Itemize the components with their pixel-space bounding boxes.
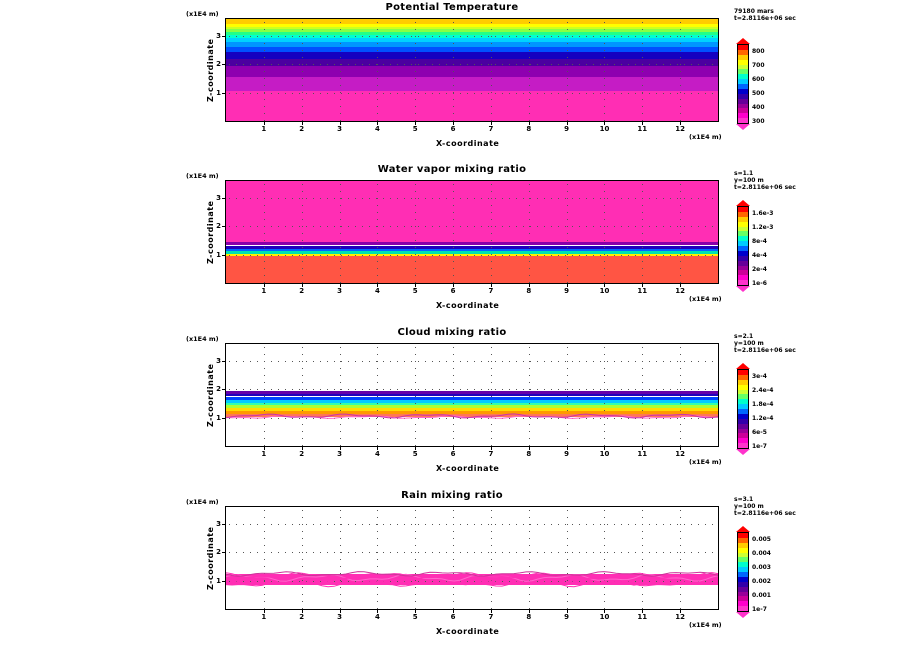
x-axis-tick: 3 — [337, 287, 342, 295]
x-axis-tick: 8 — [526, 287, 532, 295]
x-axis-tick: 5 — [412, 613, 418, 621]
colorbar — [737, 369, 749, 449]
chart-panel — [0, 325, 904, 487]
x-axis-tick: 1 — [261, 613, 267, 621]
x-axis-label: X-coordinate — [436, 139, 500, 148]
x-axis-tick: 5 — [412, 450, 418, 458]
panel-title: Water vapor mixing ratio — [377, 164, 527, 175]
x-tick-mark — [680, 122, 681, 125]
x-axis-tick: 10 — [599, 287, 610, 295]
colorbar-tick-label: 400 — [752, 104, 765, 111]
plot-area — [225, 506, 719, 610]
y-axis-tick: 3 — [216, 194, 221, 202]
y-axis-tick: 3 — [216, 357, 221, 365]
x-axis-tick: 6 — [450, 450, 456, 458]
colorbar-tick-label: 1.2e-3 — [752, 224, 774, 231]
contour-lines — [226, 507, 718, 610]
x-axis-tick: 2 — [299, 287, 305, 295]
x-axis-tick: 5 — [412, 125, 418, 133]
contour-band — [226, 181, 718, 242]
colorbar-tick-label: 0.003 — [752, 564, 771, 571]
y-axis-label: Z-coordinate — [206, 38, 215, 102]
y-tick-mark — [222, 581, 225, 582]
x-axis-tick: 12 — [675, 125, 686, 133]
y-axis-tick: 1 — [216, 576, 221, 585]
x-axis-tick: 4 — [374, 125, 380, 133]
x-tick-mark — [604, 284, 605, 287]
x-tick-mark — [453, 284, 454, 287]
contour-band — [226, 268, 718, 283]
x-axis-tick: 7 — [488, 450, 494, 458]
x-tick-mark — [680, 447, 681, 450]
colorbar-tick-label: 0.002 — [752, 578, 771, 585]
y-tick-mark — [222, 255, 225, 256]
x-tick-mark — [491, 122, 492, 125]
x-axis-tick: 8 — [526, 125, 532, 133]
x-axis-tick: 8 — [526, 613, 532, 621]
x-tick-mark — [340, 447, 341, 450]
x-tick-mark — [642, 284, 643, 287]
x-tick-mark — [680, 610, 681, 613]
colorbar-arrow-bottom — [736, 124, 750, 130]
colorbar-tick-label: 6e-5 — [752, 429, 767, 436]
y-axis-tick: 1 — [216, 413, 221, 422]
y-axis-tick: 2 — [216, 60, 221, 69]
x-tick-mark — [529, 284, 530, 287]
y-axis-tick: 2 — [216, 385, 221, 394]
contour-band — [226, 24, 718, 27]
x-tick-mark — [340, 122, 341, 125]
x-tick-mark — [340, 610, 341, 613]
x-tick-mark — [377, 284, 378, 287]
x-tick-mark — [491, 284, 492, 287]
contour-band — [226, 58, 718, 66]
y-axis-tick: 1 — [216, 250, 221, 259]
y-axis-unit: (x1E4 m) — [186, 172, 219, 180]
colorbar-tick-label: 600 — [752, 76, 765, 83]
colorbar-arrow-top — [736, 363, 750, 369]
plot-annotation: y=100 m — [734, 340, 764, 347]
x-tick-mark — [567, 122, 568, 125]
x-tick-mark — [529, 447, 530, 450]
x-tick-mark — [453, 610, 454, 613]
x-tick-mark — [377, 122, 378, 125]
x-axis-tick: 12 — [675, 613, 686, 621]
x-axis-tick: 11 — [637, 287, 648, 295]
x-axis-tick: 6 — [450, 613, 456, 621]
colorbar-tick-label: 1e-6 — [752, 280, 767, 287]
colorbar-arrow-bottom — [736, 449, 750, 455]
contour-band — [226, 38, 718, 42]
x-tick-mark — [680, 284, 681, 287]
x-axis-tick: 10 — [599, 613, 610, 621]
contour-band — [226, 246, 718, 249]
colorbar-tick-label: 0.001 — [752, 592, 771, 599]
x-tick-mark — [415, 122, 416, 125]
x-tick-mark — [642, 447, 643, 450]
colorbar-tick-label: 0.005 — [752, 536, 771, 543]
x-axis-tick: 7 — [488, 125, 494, 133]
x-tick-mark — [567, 610, 568, 613]
colorbar-tick-label: 0.004 — [752, 550, 771, 557]
x-tick-mark — [264, 610, 265, 613]
colorbar-tick-label: 800 — [752, 48, 765, 55]
x-axis-label: X-coordinate — [436, 301, 500, 310]
x-axis-unit: (x1E4 m) — [689, 621, 722, 629]
x-tick-mark — [529, 122, 530, 125]
x-tick-mark — [415, 610, 416, 613]
x-axis-tick: 1 — [261, 450, 267, 458]
y-tick-mark — [222, 524, 225, 525]
x-axis-tick: 5 — [412, 287, 418, 295]
plot-annotation: y=100 m — [734, 503, 764, 510]
panel-title: Potential Temperature — [385, 2, 519, 13]
colorbar-tick-label: 8e-4 — [752, 238, 767, 245]
x-tick-mark — [491, 447, 492, 450]
colorbar-tick-label: 2.4e-4 — [752, 387, 774, 394]
x-tick-mark — [264, 284, 265, 287]
x-axis-tick: 10 — [599, 450, 610, 458]
x-axis-tick: 6 — [450, 125, 456, 133]
colorbar-tick-label: 1.8e-4 — [752, 401, 774, 408]
y-tick-mark — [222, 93, 225, 94]
x-axis-tick: 6 — [450, 287, 456, 295]
colorbar-tick-label: 1.2e-4 — [752, 415, 774, 422]
x-tick-mark — [491, 610, 492, 613]
y-axis-unit: (x1E4 m) — [186, 335, 219, 343]
plot-annotation: t=2.8116e+06 sec — [734, 15, 796, 22]
x-axis-tick: 2 — [299, 125, 305, 133]
x-axis-tick: 11 — [637, 125, 648, 133]
plot-annotation: t=2.8116e+06 sec — [734, 184, 796, 191]
plot-annotation: s=2.1 — [734, 333, 754, 340]
x-tick-mark — [302, 610, 303, 613]
x-tick-mark — [453, 122, 454, 125]
y-tick-mark — [222, 552, 225, 553]
x-axis-label: X-coordinate — [436, 464, 500, 473]
x-tick-mark — [453, 447, 454, 450]
colorbar-tick-label: 1e-7 — [752, 443, 767, 450]
x-tick-mark — [604, 610, 605, 613]
contour-band — [226, 29, 718, 32]
x-axis-tick: 9 — [564, 450, 570, 458]
x-tick-mark — [567, 447, 568, 450]
y-axis-label: Z-coordinate — [206, 200, 215, 264]
y-axis-label: Z-coordinate — [206, 526, 215, 590]
x-axis-tick: 12 — [675, 450, 686, 458]
contour-band — [226, 91, 718, 121]
y-axis-tick: 2 — [216, 548, 221, 557]
plot-annotation: 79180 mars — [734, 8, 774, 15]
colorbar-tick-label: 500 — [752, 90, 765, 97]
plot-area — [225, 18, 719, 122]
colorbar-tick-label: 700 — [752, 62, 765, 69]
x-tick-mark — [604, 447, 605, 450]
colorbar-tick-label: 4e-4 — [752, 252, 767, 259]
x-tick-mark — [340, 284, 341, 287]
x-axis-tick: 1 — [261, 125, 267, 133]
x-axis-tick: 9 — [564, 125, 570, 133]
x-axis-label: X-coordinate — [436, 627, 500, 636]
panel-title: Rain mixing ratio — [401, 490, 503, 501]
x-axis-tick: 3 — [337, 125, 342, 133]
y-axis-tick: 3 — [216, 520, 221, 528]
y-axis-tick: 3 — [216, 32, 221, 40]
y-axis-tick: 1 — [216, 88, 221, 97]
colorbar-arrow-top — [736, 38, 750, 44]
colorbar-tick-label: 1.6e-3 — [752, 210, 774, 217]
y-tick-mark — [222, 389, 225, 390]
x-axis-tick: 1 — [261, 287, 267, 295]
plot-annotation: t=2.8116e+06 sec — [734, 347, 796, 354]
x-axis-tick: 10 — [599, 125, 610, 133]
x-tick-mark — [377, 447, 378, 450]
x-axis-tick: 4 — [374, 287, 380, 295]
colorbar-tick-label: 2e-4 — [752, 266, 767, 273]
x-tick-mark — [642, 610, 643, 613]
colorbar-tick-label: 1e-7 — [752, 606, 767, 613]
y-tick-mark — [222, 198, 225, 199]
colorbar-arrow-top — [736, 526, 750, 532]
y-tick-mark — [222, 418, 225, 419]
x-axis-tick: 4 — [374, 613, 380, 621]
x-axis-tick: 2 — [299, 450, 305, 458]
colorbar — [737, 44, 749, 124]
plot-area — [225, 180, 719, 284]
plot-annotation: s=3.1 — [734, 496, 754, 503]
x-axis-tick: 3 — [337, 613, 342, 621]
x-tick-mark — [302, 122, 303, 125]
y-tick-mark — [222, 36, 225, 37]
x-tick-mark — [415, 284, 416, 287]
x-axis-tick: 12 — [675, 287, 686, 295]
contour-band — [226, 52, 718, 59]
contour-band — [226, 47, 718, 52]
contour-lines — [226, 344, 718, 447]
contour-band — [226, 42, 718, 47]
x-axis-tick: 7 — [488, 287, 494, 295]
contour-band — [226, 251, 718, 254]
x-axis-tick: 7 — [488, 613, 494, 621]
x-axis-tick: 8 — [526, 450, 532, 458]
x-axis-tick: 11 — [637, 450, 648, 458]
x-tick-mark — [264, 122, 265, 125]
contour-band — [226, 19, 718, 24]
x-axis-tick: 3 — [337, 450, 342, 458]
y-axis-unit: (x1E4 m) — [186, 10, 219, 18]
colorbar-tick-label: 3e-4 — [752, 373, 767, 380]
x-tick-mark — [529, 610, 530, 613]
contour-band — [226, 32, 718, 35]
x-tick-mark — [604, 122, 605, 125]
y-tick-mark — [222, 226, 225, 227]
chart-panel — [0, 162, 904, 324]
colorbar-tick-label: 300 — [752, 118, 765, 125]
y-axis-unit: (x1E4 m) — [186, 498, 219, 506]
contour-band — [226, 256, 718, 268]
colorbar-arrow-bottom — [736, 286, 750, 292]
x-tick-mark — [415, 447, 416, 450]
contour-band — [226, 254, 718, 256]
contour-band — [226, 242, 718, 245]
x-axis-unit: (x1E4 m) — [689, 458, 722, 466]
y-tick-mark — [222, 64, 225, 65]
plot-annotation: y=100 m — [734, 177, 764, 184]
colorbar-arrow-bottom — [736, 612, 750, 618]
x-tick-mark — [642, 122, 643, 125]
x-axis-tick: 9 — [564, 287, 570, 295]
x-tick-mark — [302, 284, 303, 287]
x-tick-mark — [302, 447, 303, 450]
y-axis-tick: 2 — [216, 222, 221, 231]
x-axis-tick: 9 — [564, 613, 570, 621]
x-axis-tick: 2 — [299, 613, 305, 621]
plot-annotation: t=2.8116e+06 sec — [734, 510, 796, 517]
x-tick-mark — [567, 284, 568, 287]
y-tick-mark — [222, 361, 225, 362]
colorbar — [737, 206, 749, 286]
plot-area — [225, 343, 719, 447]
panel-title: Cloud mixing ratio — [397, 327, 507, 338]
contour-band — [226, 77, 718, 91]
chart-panel — [0, 488, 904, 654]
plot-annotation: s=1.1 — [734, 170, 754, 177]
contour-band — [226, 66, 718, 77]
x-axis-unit: (x1E4 m) — [689, 295, 722, 303]
chart-panel — [0, 0, 904, 162]
x-tick-mark — [264, 447, 265, 450]
x-axis-unit: (x1E4 m) — [689, 133, 722, 141]
x-axis-tick: 4 — [374, 450, 380, 458]
x-tick-mark — [377, 610, 378, 613]
colorbar — [737, 532, 749, 612]
colorbar-arrow-top — [736, 200, 750, 206]
contour-band — [226, 35, 718, 38]
y-axis-label: Z-coordinate — [206, 363, 215, 427]
x-axis-tick: 11 — [637, 613, 648, 621]
